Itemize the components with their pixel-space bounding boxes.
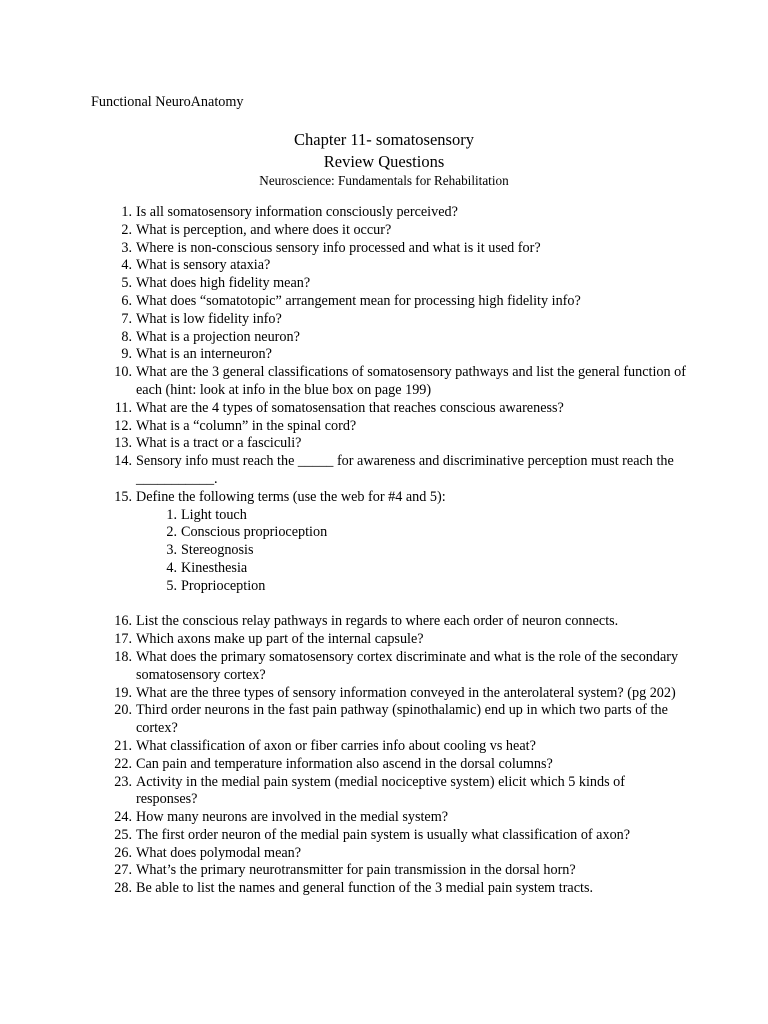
question-list	[0, 204, 768, 898]
question-text: What is perception, and where does it occur?	[136, 221, 392, 238]
question-text: Be able to list the names and general function of the 3 medial pain system tracts.	[136, 880, 594, 897]
question-item	[0, 453, 686, 489]
question-text: What are the 4 types of somatosensation that reaches conscious awareness?	[136, 399, 564, 416]
question-number: 10.	[114, 364, 132, 381]
question-item	[0, 240, 686, 258]
question-item	[0, 613, 686, 631]
course-name: Functional NeuroAnatomy	[91, 94, 244, 110]
question-text: How many neurons are involved in the medial system?	[136, 809, 449, 826]
question-number: 6.	[121, 292, 132, 309]
question-item	[0, 489, 686, 614]
blank-line	[136, 596, 686, 614]
term-item	[136, 578, 686, 596]
question-text: What’s the primary neurotransmitter for pain transmission in the dorsal horn?	[136, 862, 576, 879]
question-number: 21.	[114, 737, 132, 754]
terms-list	[136, 507, 686, 596]
question-text: Define the following terms (use the web for #4 and 5):	[136, 488, 446, 505]
question-number: 2.	[121, 221, 132, 238]
term-number: 2.	[166, 524, 177, 541]
question-item	[0, 311, 686, 329]
question-number: 7.	[121, 310, 132, 327]
question-item	[0, 257, 686, 275]
question-item	[0, 204, 686, 222]
question-text: Where is non-conscious sensory info processed and what is it used for?	[136, 239, 541, 256]
question-item	[0, 774, 686, 810]
question-item	[0, 738, 686, 756]
question-text: Sensory info must reach the _____ for awareness and discriminative perception must reach the ___________.	[136, 453, 674, 487]
question-number: 13.	[114, 435, 132, 452]
question-number: 11.	[114, 399, 132, 416]
question-text: What does “somatotopic” arrangement mean for processing high fidelity info?	[136, 292, 581, 309]
question-number: 9.	[121, 346, 132, 363]
question-number: 24.	[114, 809, 132, 826]
textbook-source: Neuroscience: Fundamentals for Rehabilitation	[259, 173, 509, 188]
question-item	[0, 649, 686, 685]
question-number: 12.	[114, 417, 132, 434]
question-number: 14.	[114, 453, 132, 470]
question-number: 28.	[114, 880, 132, 897]
question-number: 3.	[121, 239, 132, 256]
question-item	[0, 880, 686, 898]
question-text: What is an interneuron?	[136, 346, 272, 363]
term-text: Conscious proprioception	[181, 524, 328, 541]
question-text: Is all somatosensory information consciously perceived?	[136, 204, 458, 220]
question-text: What classification of axon or fiber carries info about cooling vs heat?	[136, 737, 536, 754]
question-text: What is low fidelity info?	[136, 310, 282, 327]
term-number: 4.	[166, 559, 177, 576]
chapter-title: Chapter 11- somatosensory	[294, 130, 474, 149]
question-number: 5.	[121, 275, 132, 292]
term-number: 1.	[166, 506, 177, 523]
question-text: What is sensory ataxia?	[136, 257, 271, 274]
question-text: What is a tract or a fasciculi?	[136, 435, 302, 452]
term-item	[136, 542, 686, 560]
question-number: 8.	[121, 328, 132, 345]
question-text: What is a “column” in the spinal cord?	[136, 417, 357, 434]
question-text: List the conscious relay pathways in regards to where each order of neuron connects.	[136, 613, 619, 630]
question-text: What does the primary somatosensory cortex discriminate and what is the role of the secondary somatosensory cortex?	[136, 648, 679, 683]
question-item	[0, 293, 686, 311]
question-item	[0, 827, 686, 845]
question-item	[0, 702, 686, 738]
question-item	[0, 631, 686, 649]
question-item	[0, 329, 686, 347]
question-number: 17.	[114, 631, 132, 648]
question-text: What are the 3 general classifications of somatosensory pathways and list the general function of each (hint: look at info in the blue box on page 199)	[136, 364, 686, 398]
question-text: What are the three types of sensory information conveyed in the anterolateral system? (pg 202)	[136, 684, 676, 701]
term-text: Light touch	[181, 506, 247, 523]
term-number: 5.	[166, 577, 177, 594]
question-item	[0, 418, 686, 436]
question-item	[0, 364, 686, 400]
question-text: Activity in the medial pain system (medial nociceptive system) elicit which 5 kinds of responses?	[136, 773, 625, 808]
question-text: Which axons make up part of the internal capsule?	[136, 631, 424, 648]
question-number: 18.	[114, 648, 132, 665]
question-text: What is a projection neuron?	[136, 328, 300, 345]
question-item	[0, 222, 686, 240]
term-item	[136, 560, 686, 578]
question-number: 20.	[114, 702, 132, 719]
question-item	[0, 346, 686, 364]
question-number: 15.	[114, 488, 132, 505]
question-number: 23.	[114, 773, 132, 790]
term-item	[136, 507, 686, 525]
question-text: What does high fidelity mean?	[136, 275, 311, 292]
question-text: What does polymodal mean?	[136, 844, 302, 861]
question-number: 26.	[114, 844, 132, 861]
question-item	[0, 845, 686, 863]
question-number: 22.	[114, 755, 132, 772]
question-number: 16.	[114, 613, 132, 630]
question-item	[0, 400, 686, 418]
question-number: 1.	[121, 204, 132, 220]
question-number: 27.	[114, 862, 132, 879]
question-item	[0, 685, 686, 703]
question-text: Third order neurons in the fast pain pathway (spinothalamic) end up in which two parts of the cortex?	[136, 702, 668, 737]
term-text: Stereognosis	[181, 542, 254, 559]
question-item	[0, 809, 686, 827]
question-item	[0, 756, 686, 774]
title-block	[0, 129, 768, 190]
question-number: 4.	[121, 257, 132, 274]
question-item	[0, 275, 686, 293]
question-text: The first order neuron of the medial pain system is usually what classification of axon?	[136, 826, 631, 843]
question-item	[0, 435, 686, 453]
question-number: 25.	[114, 826, 132, 843]
term-number: 3.	[166, 542, 177, 559]
question-number: 19.	[114, 684, 132, 701]
term-text: Proprioception	[181, 577, 266, 594]
term-item	[136, 524, 686, 542]
term-text: Kinesthesia	[181, 559, 248, 576]
question-text: Can pain and temperature information also ascend in the dorsal columns?	[136, 755, 553, 772]
question-item	[0, 862, 686, 880]
review-subtitle: Review Questions	[323, 152, 445, 171]
